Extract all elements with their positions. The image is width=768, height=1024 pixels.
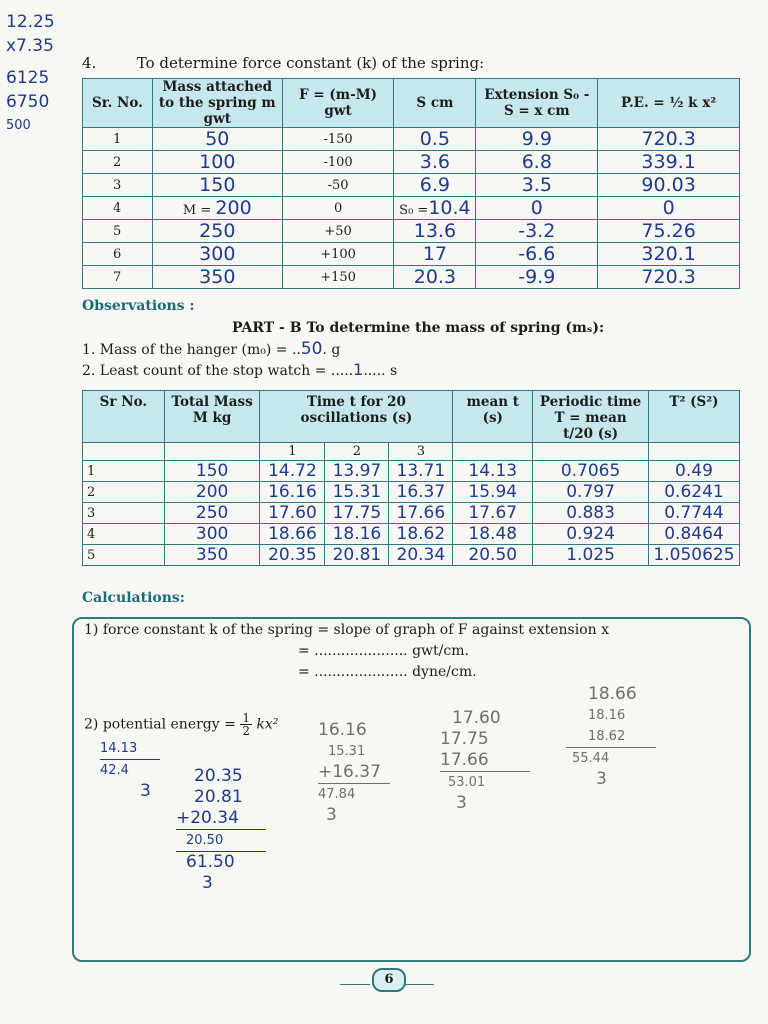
- pe-label: 2) potential energy =: [84, 716, 236, 733]
- cell-pe: [598, 151, 740, 174]
- cell-t-squared-value: 0.6241: [664, 482, 724, 502]
- least-count-value: 1: [353, 360, 364, 379]
- header-mean: mean t (s): [453, 391, 533, 443]
- scratch-work-e: [566, 684, 656, 790]
- cell-time-3-value: 17.66: [396, 503, 446, 523]
- pe-value: 90.03: [641, 174, 696, 196]
- header-time: Time t for 20 oscillations (s): [260, 391, 453, 443]
- cell-sr-no: 1: [83, 461, 165, 482]
- pe-value: 720.3: [641, 266, 696, 288]
- cell-t-squared: [648, 482, 739, 503]
- cell-mass: [152, 243, 282, 266]
- scratch-line: 15.31: [328, 744, 366, 759]
- pe-value: 75.26: [641, 220, 696, 242]
- cell-total-mass-value: 150: [195, 461, 229, 481]
- cell-force: -50: [282, 174, 394, 197]
- cell-time-3: [389, 545, 453, 566]
- table-row: [83, 503, 740, 524]
- extension-value: -3.2: [518, 220, 556, 242]
- pe-value: 720.3: [641, 128, 696, 150]
- mass-prefix: M =: [182, 203, 212, 218]
- header-total-mass: Total Mass M kg: [164, 391, 260, 443]
- scratch-line: 20.81: [194, 787, 243, 807]
- header-sr-no: Sr. No.: [83, 79, 153, 128]
- cell-time-2-value: 20.81: [332, 545, 382, 565]
- table-row: [83, 482, 740, 503]
- sub-header-2: 2: [325, 443, 389, 461]
- cell-s-cm: [394, 128, 476, 151]
- cell-t-squared: [648, 524, 739, 545]
- cell-extension: [476, 128, 598, 151]
- sub-header-3: 3: [389, 443, 453, 461]
- scratch-line: 18.62: [588, 729, 626, 744]
- extension-value: -9.9: [518, 266, 556, 288]
- cell-mass: [152, 266, 282, 289]
- table-row: [83, 220, 740, 243]
- cell-sr-no: 5: [83, 220, 153, 243]
- cell-extension: [476, 220, 598, 243]
- least-count-unit: ..... s: [363, 363, 398, 379]
- cell-mass: [152, 174, 282, 197]
- scratch-work-a: [100, 738, 160, 802]
- least-count-label: 2. Least count of the stop watch = .....: [82, 363, 354, 379]
- pe-value: 339.1: [641, 151, 696, 173]
- cell-time-3-value: 20.34: [396, 545, 446, 565]
- cell-force: +50: [282, 220, 394, 243]
- table-row: [83, 461, 740, 482]
- cell-pe: [598, 266, 740, 289]
- scratch-work-d: [440, 708, 530, 814]
- force-constant-table: [82, 78, 740, 289]
- cell-periodic-time: [533, 524, 649, 545]
- cell-total-mass: [164, 482, 260, 503]
- cell-pe: [598, 128, 740, 151]
- s-value: 3.6: [419, 151, 451, 173]
- cell-time-3-value: 13.71: [396, 461, 446, 481]
- mass-value: 300: [199, 243, 236, 265]
- table-header-row: [83, 391, 740, 443]
- table-row: [83, 128, 740, 151]
- table-row: [83, 151, 740, 174]
- cell-time-2: [325, 482, 389, 503]
- cell-s-cm: [394, 174, 476, 197]
- sub-header-row: [83, 443, 740, 461]
- table-row: [83, 174, 740, 197]
- scratch-line: 3: [456, 793, 467, 813]
- cell-mean-t: [453, 545, 533, 566]
- cell-mean-t: [453, 461, 533, 482]
- header-periodic-time: Periodic time T = mean t/20 (s): [533, 391, 649, 443]
- table-row: [83, 545, 740, 566]
- cell-time-1: [260, 524, 325, 545]
- cell-periodic-time-value: 0.797: [566, 482, 615, 502]
- cell-extension: [476, 266, 598, 289]
- cell-sr-no: 2: [83, 482, 165, 503]
- cell-total-mass: [164, 524, 260, 545]
- cell-time-2-value: 18.16: [332, 524, 382, 544]
- cell-periodic-time-value: 0.7065: [560, 461, 621, 481]
- extension-value: 3.5: [521, 174, 552, 196]
- cell-time-1-value: 20.35: [268, 545, 317, 565]
- margin-note: 6125: [6, 68, 50, 88]
- cell-sr-no: 3: [83, 503, 165, 524]
- cell-mean-t-value: 17.67: [468, 503, 518, 523]
- cell-time-3: [389, 503, 453, 524]
- cell-time-3: [389, 524, 453, 545]
- cell-sr-no: 7: [83, 266, 153, 289]
- cell-pe: [598, 174, 740, 197]
- cell-periodic-time-value: 0.924: [566, 524, 615, 544]
- pe-formula-tail: kx²: [256, 716, 279, 733]
- scratch-line: 17.66: [440, 750, 489, 770]
- cell-force: +100: [282, 243, 394, 266]
- cell-s-cm: [394, 266, 476, 289]
- cell-mass: [152, 151, 282, 174]
- cell-sr-no: 4: [83, 197, 153, 220]
- page-number-line-left: [340, 984, 370, 985]
- cell-time-2-value: 15.31: [332, 482, 382, 502]
- extension-value: -6.6: [518, 243, 556, 265]
- margin-notes: [6, 10, 55, 138]
- table-row: [83, 197, 740, 220]
- experiment-title: [82, 54, 484, 72]
- scratch-line: 3: [202, 873, 213, 893]
- scratch-line: 17.75: [440, 729, 489, 749]
- least-count-line: [82, 360, 397, 379]
- cell-force: +150: [282, 266, 394, 289]
- scratch-line: 14.13: [100, 741, 138, 756]
- cell-time-2-value: 13.97: [332, 461, 382, 481]
- cell-time-3: [389, 461, 453, 482]
- cell-total-mass: [164, 461, 260, 482]
- page-number-line-right: [404, 984, 434, 985]
- cell-t-squared-value: 0.49: [675, 461, 713, 481]
- s-value: 17: [422, 243, 447, 265]
- mass-value: 250: [199, 220, 236, 242]
- cell-sr-no: 4: [83, 524, 165, 545]
- hanger-mass-line: [82, 339, 340, 359]
- scratch-line: +20.34: [176, 808, 239, 828]
- cell-periodic-time: [533, 545, 649, 566]
- table-row: [83, 266, 740, 289]
- cell-sr-no: 6: [83, 243, 153, 266]
- cell-s-cm: [394, 220, 476, 243]
- cell-total-mass: [164, 503, 260, 524]
- cell-extension: [476, 174, 598, 197]
- cell-total-mass-value: 250: [195, 503, 229, 523]
- cell-mean-t: [453, 482, 533, 503]
- scratch-line: +16.37: [318, 762, 381, 782]
- table-row: [83, 243, 740, 266]
- cell-mean-t-value: 14.13: [468, 461, 518, 481]
- cell-periodic-time: [533, 503, 649, 524]
- scratch-line: 47.84: [318, 783, 390, 805]
- cell-time-1-value: 16.16: [268, 482, 317, 502]
- scratch-line: 55.44: [566, 747, 656, 769]
- cell-mean-t: [453, 524, 533, 545]
- cell-time-1-value: 14.72: [268, 461, 317, 481]
- mass-value: 100: [199, 151, 236, 173]
- hanger-mass-label: 1. Mass of the hanger (m₀) = ..: [82, 342, 301, 358]
- cell-time-2: [325, 545, 389, 566]
- margin-note: 6750: [6, 92, 50, 112]
- cell-periodic-time: [533, 461, 649, 482]
- cell-time-2: [325, 524, 389, 545]
- calculations-heading: Calculations:: [82, 590, 185, 606]
- extension-value: 0: [530, 197, 543, 219]
- cell-periodic-time-value: 1.025: [566, 545, 615, 565]
- cell-time-1: [260, 461, 325, 482]
- scratch-line: 3: [140, 781, 151, 801]
- cell-pe: [598, 197, 740, 220]
- header-t-squared: T² (S²): [648, 391, 739, 443]
- sub-header-1: 1: [260, 443, 325, 461]
- cell-t-squared-value: 1.050625: [653, 545, 735, 565]
- cell-periodic-time: [533, 482, 649, 503]
- mass-value: 150: [199, 174, 236, 196]
- cell-mean-t-value: 20.50: [468, 545, 518, 565]
- s-value: 13.6: [413, 220, 457, 242]
- cell-sr-no: 3: [83, 174, 153, 197]
- cell-time-1: [260, 545, 325, 566]
- cell-time-3: [389, 482, 453, 503]
- cell-t-squared: [648, 503, 739, 524]
- cell-time-3-value: 18.62: [396, 524, 446, 544]
- header-force: F = (m-M) gwt: [282, 79, 394, 128]
- cell-periodic-time-value: 0.883: [566, 503, 615, 523]
- cell-time-3-value: 16.37: [396, 482, 446, 502]
- cell-t-squared: [648, 461, 739, 482]
- experiment-title-text: To determine force constant (k) of the spring:: [136, 54, 485, 72]
- cell-time-2: [325, 461, 389, 482]
- cell-time-2-value: 17.75: [332, 503, 382, 523]
- cell-time-1: [260, 503, 325, 524]
- scratch-line: 16.16: [318, 720, 367, 740]
- cell-extension: [476, 197, 598, 220]
- cell-total-mass-value: 200: [195, 482, 229, 502]
- cell-mean-t-value: 18.48: [468, 524, 518, 544]
- cell-mass: [152, 128, 282, 151]
- cell-t-squared-value: 0.8464: [664, 524, 724, 544]
- experiment-number: 4.: [82, 54, 97, 72]
- scratch-line: 20.50: [176, 829, 266, 851]
- hanger-mass-value: 50: [300, 339, 323, 359]
- cell-sr-no: 5: [83, 545, 165, 566]
- header-sr-no: Sr No.: [83, 391, 165, 443]
- extension-value: 9.9: [521, 128, 552, 150]
- potential-energy-line: [84, 712, 278, 737]
- cell-force: -150: [282, 128, 394, 151]
- page-number: 6: [372, 968, 406, 992]
- s-value: 6.9: [419, 174, 451, 196]
- cell-s-cm: [394, 197, 476, 220]
- scratch-line: 17.60: [452, 708, 501, 728]
- fraction-denominator: 2: [242, 724, 250, 738]
- force-constant-gwt: = ..................... gwt/cm.: [298, 643, 469, 659]
- cell-force: 0: [282, 197, 394, 220]
- header-extension: Extension S₀ - S = x cm: [476, 79, 598, 128]
- hanger-mass-unit: . g: [322, 342, 341, 358]
- cell-force: -100: [282, 151, 394, 174]
- cell-sr-no: 1: [83, 128, 153, 151]
- s-value: 0.5: [419, 128, 451, 150]
- header-mass: Mass attached to the spring m gwt: [152, 79, 282, 128]
- cell-time-1-value: 18.66: [268, 524, 317, 544]
- cell-s-cm: [394, 151, 476, 174]
- margin-note: x7.35: [6, 36, 54, 56]
- scratch-line: 42.4: [100, 759, 160, 781]
- half-fraction: [240, 712, 252, 737]
- scratch-line: 18.66: [588, 684, 637, 704]
- scratch-line: 61.50: [176, 851, 266, 873]
- cell-t-squared-value: 0.7744: [664, 503, 724, 523]
- cell-mean-t: [453, 503, 533, 524]
- margin-note: 12.25: [6, 12, 55, 32]
- pe-value: 320.1: [641, 243, 696, 265]
- mass-value: 200: [215, 197, 252, 219]
- cell-pe: [598, 220, 740, 243]
- cell-extension: [476, 151, 598, 174]
- cell-s-cm: [394, 243, 476, 266]
- table-header-row: [83, 79, 740, 128]
- s-value: 10.4: [428, 197, 471, 219]
- observations-heading: Observations :: [82, 298, 195, 314]
- cell-pe: [598, 243, 740, 266]
- cell-t-squared: [648, 545, 739, 566]
- scratch-line: 18.16: [588, 708, 626, 723]
- margin-note: 500: [6, 118, 31, 133]
- cell-total-mass-value: 350: [195, 545, 229, 565]
- scratch-work-b: [176, 766, 266, 894]
- scratch-line: 3: [596, 769, 607, 789]
- cell-total-mass-value: 300: [195, 524, 229, 544]
- cell-mass: [152, 220, 282, 243]
- cell-mean-t-value: 15.94: [468, 482, 518, 502]
- table-row: [83, 524, 740, 545]
- cell-time-2: [325, 503, 389, 524]
- fraction-numerator: 1: [242, 711, 250, 725]
- force-constant-line: 1) force constant k of the spring = slope of graph of F against extension x: [84, 622, 610, 638]
- scratch-line: 53.01: [440, 771, 530, 793]
- cell-time-1: [260, 482, 325, 503]
- s-prefix: S₀ =: [399, 203, 429, 218]
- part-b-title: PART - B To determine the mass of spring (mₛ):: [232, 320, 605, 336]
- mass-value: 50: [205, 128, 230, 150]
- s-value: 20.3: [413, 266, 457, 288]
- scratch-line: 3: [326, 805, 337, 825]
- scratch-work-c: [318, 720, 390, 826]
- cell-total-mass: [164, 545, 260, 566]
- pe-value: 0: [662, 197, 675, 219]
- scratch-line: 20.35: [194, 766, 243, 786]
- header-pe: P.E. = ½ k x²: [598, 79, 740, 128]
- mass-value: 350: [199, 266, 236, 288]
- cell-extension: [476, 243, 598, 266]
- spring-mass-table: [82, 390, 740, 566]
- extension-value: 6.8: [521, 151, 552, 173]
- force-constant-dyne: = ..................... dyne/cm.: [298, 664, 477, 680]
- header-s-cm: S cm: [394, 79, 476, 128]
- cell-sr-no: 2: [83, 151, 153, 174]
- cell-mass: [152, 197, 282, 220]
- cell-time-1-value: 17.60: [268, 503, 317, 523]
